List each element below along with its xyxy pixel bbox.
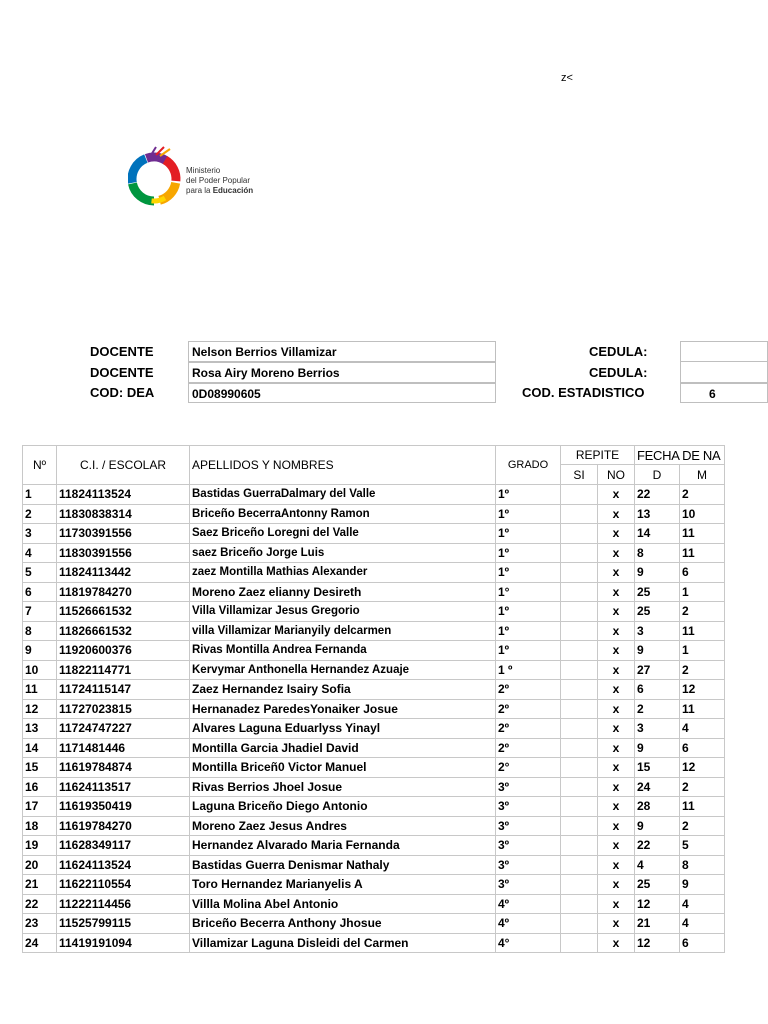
cell-d: 13 bbox=[635, 504, 680, 524]
cell-si bbox=[561, 894, 598, 914]
cell-m: 12 bbox=[680, 758, 725, 778]
table-row bbox=[23, 660, 725, 680]
cell-no: x bbox=[598, 582, 635, 602]
estadistico-field[interactable]: 6 bbox=[680, 383, 768, 403]
cell-num: 3 bbox=[23, 524, 57, 544]
cell-si bbox=[561, 797, 598, 817]
cell-m: 4 bbox=[680, 914, 725, 934]
cell-m: 2 bbox=[680, 816, 725, 836]
cell-d: 9 bbox=[635, 816, 680, 836]
cell-m: 1 bbox=[680, 582, 725, 602]
cell-num: 13 bbox=[23, 719, 57, 739]
cell-m: 6 bbox=[680, 933, 725, 953]
cell-ci: 11619350419 bbox=[57, 797, 190, 817]
cell-grado: 4° bbox=[496, 933, 561, 953]
cell-grado: 1º bbox=[496, 563, 561, 583]
cell-name: Bastidas GuerraDalmary del Valle bbox=[190, 485, 496, 505]
cell-si bbox=[561, 563, 598, 583]
logo-line-3-prefix: para la bbox=[186, 186, 213, 195]
cell-no: x bbox=[598, 894, 635, 914]
cell-name: Rivas Montilla Andrea Fernanda bbox=[190, 641, 496, 661]
cell-si bbox=[561, 738, 598, 758]
cell-si bbox=[561, 875, 598, 895]
cell-si bbox=[561, 680, 598, 700]
cell-d: 15 bbox=[635, 758, 680, 778]
cell-m: 2 bbox=[680, 485, 725, 505]
cell-d: 4 bbox=[635, 855, 680, 875]
header-si: SI bbox=[561, 465, 598, 485]
docente-1-field[interactable]: Nelson Berrios Villamizar bbox=[188, 341, 496, 362]
cell-m: 4 bbox=[680, 894, 725, 914]
cell-m: 10 bbox=[680, 504, 725, 524]
cell-ci: 11822114771 bbox=[57, 660, 190, 680]
cell-d: 25 bbox=[635, 582, 680, 602]
header-no: NO bbox=[598, 465, 635, 485]
cell-no: x bbox=[598, 816, 635, 836]
cell-grado: 1º bbox=[496, 485, 561, 505]
cell-num: 23 bbox=[23, 914, 57, 934]
table-row bbox=[23, 621, 725, 641]
cell-num: 2 bbox=[23, 504, 57, 524]
cell-name: Hernandez Alvarado Maria Fernanda bbox=[190, 836, 496, 856]
cell-grado: 2° bbox=[496, 758, 561, 778]
cell-m: 11 bbox=[680, 699, 725, 719]
cell-grado: 1º bbox=[496, 641, 561, 661]
cell-ci: 1171481446 bbox=[57, 738, 190, 758]
cell-no: x bbox=[598, 543, 635, 563]
docente-label-2: DOCENTE bbox=[90, 365, 154, 380]
cell-no: x bbox=[598, 836, 635, 856]
cell-ci: 11624113524 bbox=[57, 855, 190, 875]
cell-ci: 11526661532 bbox=[57, 602, 190, 622]
cell-m: 5 bbox=[680, 836, 725, 856]
cell-d: 25 bbox=[635, 875, 680, 895]
ministry-logo-text bbox=[186, 166, 253, 196]
student-table-body bbox=[23, 485, 725, 953]
logo-line-2: del Poder Popular bbox=[186, 176, 251, 185]
cell-d: 22 bbox=[635, 485, 680, 505]
cell-m: 8 bbox=[680, 855, 725, 875]
cell-no: x bbox=[598, 563, 635, 583]
cell-si bbox=[561, 836, 598, 856]
table-row bbox=[23, 563, 725, 583]
cell-name: Moreno Zaez elianny Desireth bbox=[190, 582, 496, 602]
cell-si bbox=[561, 485, 598, 505]
cedula-2-field[interactable] bbox=[680, 362, 768, 383]
corner-marker-text: z< bbox=[561, 72, 573, 84]
cell-name: zaez Montilla Mathias Alexander bbox=[190, 563, 496, 583]
student-table bbox=[22, 445, 725, 953]
cell-grado: 3º bbox=[496, 836, 561, 856]
header-nombres: APELLIDOS Y NOMBRES bbox=[190, 446, 496, 485]
cell-ci: 11830838314 bbox=[57, 504, 190, 524]
cell-si bbox=[561, 504, 598, 524]
table-row bbox=[23, 699, 725, 719]
cell-no: x bbox=[598, 777, 635, 797]
cell-si bbox=[561, 641, 598, 661]
cell-ci: 11622110554 bbox=[57, 875, 190, 895]
cell-num: 8 bbox=[23, 621, 57, 641]
cell-grado: 2º bbox=[496, 680, 561, 700]
table-row bbox=[23, 543, 725, 563]
table-row bbox=[23, 524, 725, 544]
cell-si bbox=[561, 719, 598, 739]
docente-label-1: DOCENTE bbox=[90, 344, 154, 359]
table-row bbox=[23, 680, 725, 700]
cell-num: 1 bbox=[23, 485, 57, 505]
cell-name: Alvares Laguna Eduarlyss Yinayl bbox=[190, 719, 496, 739]
cell-no: x bbox=[598, 914, 635, 934]
cell-m: 2 bbox=[680, 777, 725, 797]
header-m: M bbox=[680, 465, 725, 485]
cell-ci: 11628349117 bbox=[57, 836, 190, 856]
cell-name: Kervymar Anthonella Hernandez Azuaje bbox=[190, 660, 496, 680]
cell-name: Saez Briceño Loregni del Valle bbox=[190, 524, 496, 544]
logo-line-3-bold: Educación bbox=[212, 186, 254, 195]
logo-line-3 bbox=[186, 186, 253, 196]
cell-ci: 11222114456 bbox=[57, 894, 190, 914]
cell-num: 14 bbox=[23, 738, 57, 758]
table-row bbox=[23, 738, 725, 758]
cell-grado: 3º bbox=[496, 816, 561, 836]
cell-num: 10 bbox=[23, 660, 57, 680]
cell-grado: 1º bbox=[496, 621, 561, 641]
cell-d: 25 bbox=[635, 602, 680, 622]
table-row bbox=[23, 602, 725, 622]
header-grado: GRADO bbox=[496, 446, 561, 485]
cell-m: 9 bbox=[680, 875, 725, 895]
cell-num: 24 bbox=[23, 933, 57, 953]
header-ci: C.I. / ESCOLAR bbox=[57, 446, 190, 485]
cell-no: x bbox=[598, 641, 635, 661]
cell-si bbox=[561, 816, 598, 836]
cell-d: 9 bbox=[635, 738, 680, 758]
cell-no: x bbox=[598, 680, 635, 700]
cedula-label-1: CEDULA: bbox=[589, 344, 648, 359]
table-row bbox=[23, 641, 725, 661]
cell-no: x bbox=[598, 875, 635, 895]
cell-si bbox=[561, 855, 598, 875]
cell-si bbox=[561, 699, 598, 719]
cell-ci: 11824113442 bbox=[57, 563, 190, 583]
cell-num: 20 bbox=[23, 855, 57, 875]
cell-name: Montilla Garcia Jhadiel David bbox=[190, 738, 496, 758]
cell-d: 12 bbox=[635, 933, 680, 953]
cell-m: 2 bbox=[680, 660, 725, 680]
cell-no: x bbox=[598, 933, 635, 953]
cell-d: 9 bbox=[635, 563, 680, 583]
cell-si bbox=[561, 777, 598, 797]
cell-num: 16 bbox=[23, 777, 57, 797]
cell-grado: 1º bbox=[496, 504, 561, 524]
cell-no: x bbox=[598, 485, 635, 505]
cell-no: x bbox=[598, 758, 635, 778]
estadistico-label: COD. ESTADISTICO bbox=[522, 385, 645, 400]
cell-grado: 2º bbox=[496, 699, 561, 719]
cell-ci: 11624113517 bbox=[57, 777, 190, 797]
cell-no: x bbox=[598, 621, 635, 641]
dea-label: COD: DEA bbox=[90, 385, 155, 400]
cell-m: 11 bbox=[680, 543, 725, 563]
cell-name: Briceño Becerra Anthony Jhosue bbox=[190, 914, 496, 934]
cell-name: Hernanadez ParedesYonaiker Josue bbox=[190, 699, 496, 719]
cell-si bbox=[561, 621, 598, 641]
cell-num: 12 bbox=[23, 699, 57, 719]
cell-d: 2 bbox=[635, 699, 680, 719]
cell-name: Bastidas Guerra Denismar Nathaly bbox=[190, 855, 496, 875]
cell-name: Villamizar Laguna Disleidi del Carmen bbox=[190, 933, 496, 953]
cell-no: x bbox=[598, 602, 635, 622]
header-repite: REPITE bbox=[561, 446, 635, 465]
cell-no: x bbox=[598, 855, 635, 875]
cell-grado: 1º bbox=[496, 524, 561, 544]
cell-m: 6 bbox=[680, 563, 725, 583]
cell-d: 22 bbox=[635, 836, 680, 856]
cell-m: 12 bbox=[680, 680, 725, 700]
cell-si bbox=[561, 602, 598, 622]
cell-m: 2 bbox=[680, 602, 725, 622]
cell-grado: 3º bbox=[496, 777, 561, 797]
cell-m: 11 bbox=[680, 621, 725, 641]
cell-num: 15 bbox=[23, 758, 57, 778]
cell-m: 1 bbox=[680, 641, 725, 661]
cell-d: 3 bbox=[635, 719, 680, 739]
cell-name: Moreno Zaez Jesus Andres bbox=[190, 816, 496, 836]
cell-num: 9 bbox=[23, 641, 57, 661]
cell-no: x bbox=[598, 504, 635, 524]
cell-si bbox=[561, 543, 598, 563]
cell-d: 14 bbox=[635, 524, 680, 544]
cell-no: x bbox=[598, 797, 635, 817]
cell-d: 8 bbox=[635, 543, 680, 563]
cell-no: x bbox=[598, 699, 635, 719]
table-row bbox=[23, 894, 725, 914]
cedula-label-2: CEDULA: bbox=[589, 365, 648, 380]
cell-si bbox=[561, 933, 598, 953]
cell-name: villa Villamizar Marianyily delcarmen bbox=[190, 621, 496, 641]
cell-m: 4 bbox=[680, 719, 725, 739]
cell-ci: 11730391556 bbox=[57, 524, 190, 544]
cell-si bbox=[561, 914, 598, 934]
logo-line-1: Ministerio bbox=[186, 166, 221, 175]
header-d: D bbox=[635, 465, 680, 485]
cell-name: Rivas Berrios Jhoel Josue bbox=[190, 777, 496, 797]
cell-grado: 2º bbox=[496, 738, 561, 758]
cell-ci: 11727023815 bbox=[57, 699, 190, 719]
cell-d: 12 bbox=[635, 894, 680, 914]
header-fecha: FECHA DE NA bbox=[635, 446, 725, 465]
cell-d: 3 bbox=[635, 621, 680, 641]
cell-num: 22 bbox=[23, 894, 57, 914]
cell-grado: 3º bbox=[496, 875, 561, 895]
cell-name: saez Briceño Jorge Luis bbox=[190, 543, 496, 563]
cell-si bbox=[561, 524, 598, 544]
cell-name: Villla Molina Abel Antonio bbox=[190, 894, 496, 914]
cell-d: 28 bbox=[635, 797, 680, 817]
cell-grado: 1 º bbox=[496, 660, 561, 680]
docente-2-field[interactable]: Rosa Airy Moreno Berrios bbox=[188, 362, 496, 383]
cell-no: x bbox=[598, 719, 635, 739]
table-row bbox=[23, 797, 725, 817]
table-row bbox=[23, 875, 725, 895]
cedula-1-field[interactable] bbox=[680, 341, 768, 362]
cell-name: Montilla Briceñ0 Victor Manuel bbox=[190, 758, 496, 778]
cell-ci: 11920600376 bbox=[57, 641, 190, 661]
cell-ci: 11724115147 bbox=[57, 680, 190, 700]
cell-ci: 11819784270 bbox=[57, 582, 190, 602]
cell-name: Toro Hernandez Marianyelis A bbox=[190, 875, 496, 895]
cell-grado: 1° bbox=[496, 582, 561, 602]
dea-field[interactable]: 0D08990605 bbox=[188, 383, 496, 403]
cell-grado: 3º bbox=[496, 855, 561, 875]
cell-d: 21 bbox=[635, 914, 680, 934]
cell-ci: 11619784874 bbox=[57, 758, 190, 778]
cell-name: Villa Villamizar Jesus Gregorio bbox=[190, 602, 496, 622]
cell-name: Zaez Hernandez Isairy Sofia bbox=[190, 680, 496, 700]
cell-si bbox=[561, 758, 598, 778]
cell-num: 6 bbox=[23, 582, 57, 602]
cell-ci: 11419191094 bbox=[57, 933, 190, 953]
cell-num: 18 bbox=[23, 816, 57, 836]
cell-m: 11 bbox=[680, 797, 725, 817]
table-row bbox=[23, 504, 725, 524]
cell-d: 9 bbox=[635, 641, 680, 661]
table-row bbox=[23, 582, 725, 602]
cell-num: 5 bbox=[23, 563, 57, 583]
cell-d: 24 bbox=[635, 777, 680, 797]
cell-name: Briceño BecerraAntonny Ramon bbox=[190, 504, 496, 524]
cell-grado: 2º bbox=[496, 719, 561, 739]
cell-no: x bbox=[598, 524, 635, 544]
cell-grado: 1º bbox=[496, 602, 561, 622]
cell-grado: 4º bbox=[496, 914, 561, 934]
table-row bbox=[23, 719, 725, 739]
cell-ci: 11826661532 bbox=[57, 621, 190, 641]
cell-grado: 4º bbox=[496, 894, 561, 914]
cell-num: 7 bbox=[23, 602, 57, 622]
cell-ci: 11525799115 bbox=[57, 914, 190, 934]
table-row bbox=[23, 758, 725, 778]
cell-ci: 11830391556 bbox=[57, 543, 190, 563]
cell-d: 6 bbox=[635, 680, 680, 700]
table-row bbox=[23, 836, 725, 856]
cell-m: 11 bbox=[680, 524, 725, 544]
header-num: Nº bbox=[23, 446, 57, 485]
cell-ci: 11724747227 bbox=[57, 719, 190, 739]
cell-num: 4 bbox=[23, 543, 57, 563]
cell-no: x bbox=[598, 660, 635, 680]
table-row bbox=[23, 855, 725, 875]
table-row bbox=[23, 816, 725, 836]
cell-name: Laguna Briceño Diego Antonio bbox=[190, 797, 496, 817]
table-row bbox=[23, 914, 725, 934]
table-row bbox=[23, 777, 725, 797]
cell-num: 21 bbox=[23, 875, 57, 895]
cell-d: 27 bbox=[635, 660, 680, 680]
cell-grado: 3º bbox=[496, 797, 561, 817]
cell-num: 19 bbox=[23, 836, 57, 856]
cell-si bbox=[561, 582, 598, 602]
table-row bbox=[23, 933, 725, 953]
cell-num: 11 bbox=[23, 680, 57, 700]
cell-m: 6 bbox=[680, 738, 725, 758]
cell-ci: 11824113524 bbox=[57, 485, 190, 505]
cell-ci: 11619784270 bbox=[57, 816, 190, 836]
cell-no: x bbox=[598, 738, 635, 758]
cell-si bbox=[561, 660, 598, 680]
table-row bbox=[23, 485, 725, 505]
cell-grado: 1º bbox=[496, 543, 561, 563]
cell-num: 17 bbox=[23, 797, 57, 817]
